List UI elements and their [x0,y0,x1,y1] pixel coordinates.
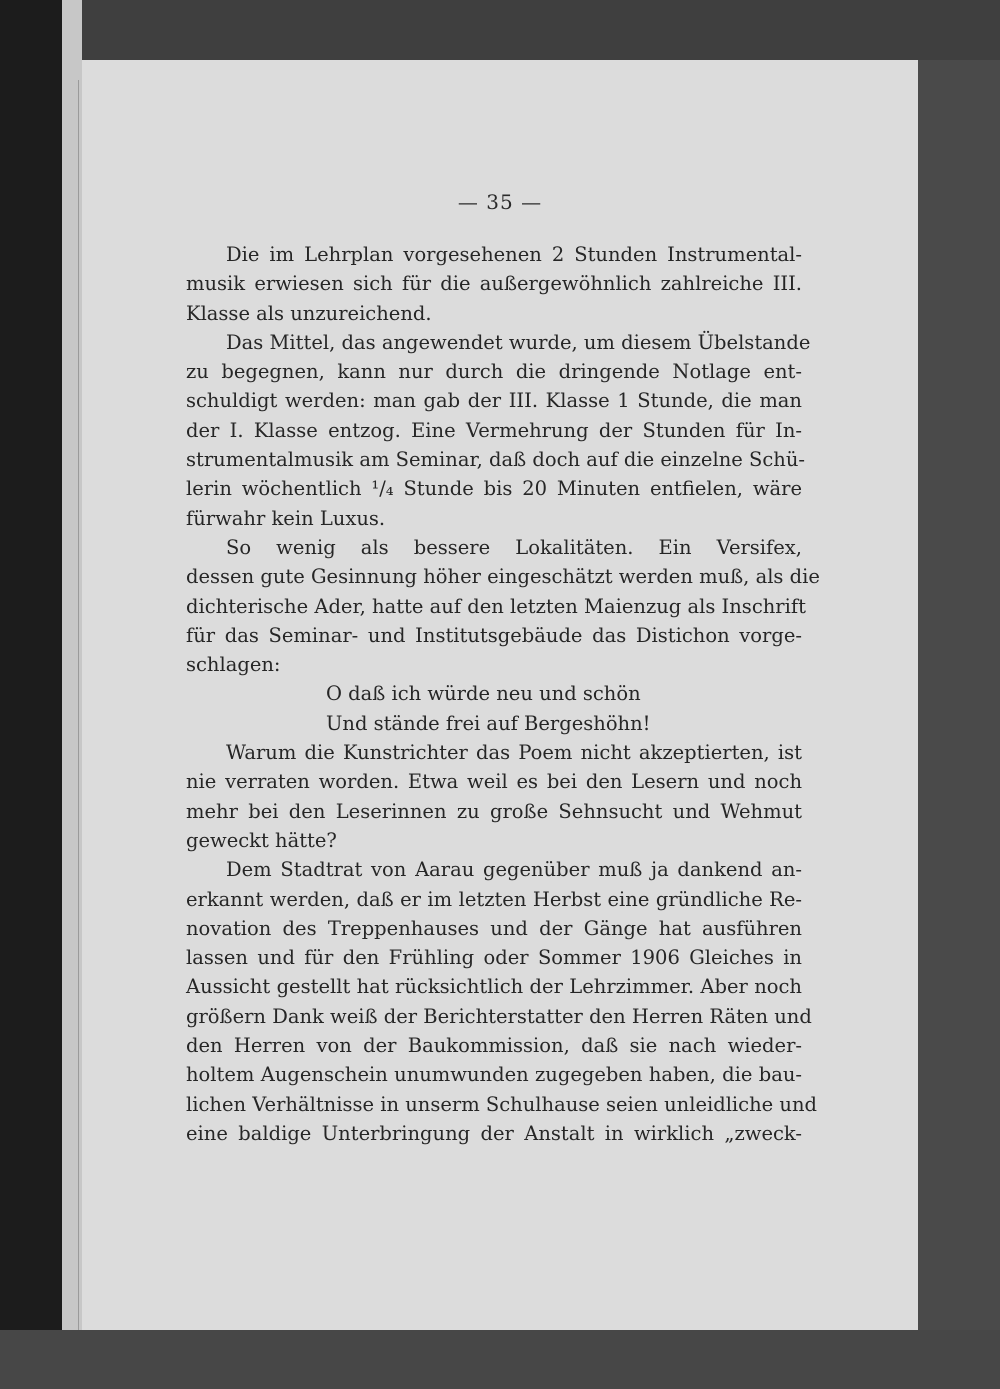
text-line: nie verraten worden. Etwa weil es bei den Lesern und noch [186,770,802,794]
text-line: novation des Treppenhauses und der Gänge hat ausführen [186,916,802,940]
text-line: schuldigt werden: man gab der III. Klasse 1 Stunde, die man [186,389,802,413]
text-line: strumentalmusik am Seminar, daß doch auf die einzelne Schü- [186,448,805,472]
spine-shadow [78,80,79,1330]
text-line: größern Dank weiß der Berichterstatter den Herren Räten und [186,1004,812,1028]
text-line: Das Mittel, das angewendet wurde, um diesem Übelstande [226,330,811,354]
scan-right-border [918,60,1000,1330]
text-line: eine baldige Unterbringung der Anstalt in wirklich „zweck- [186,1121,802,1145]
text-line: den Herren von der Baukommission, daß sie nach wieder- [186,1034,802,1058]
text-line: dichterische Ader, hatte auf den letzten Maienzug als Inschrift [186,594,806,618]
text-line: lassen und für den Frühling oder Sommer 1906 Gleiches in [186,946,802,970]
body-text [186,240,820,1148]
text-line: Klasse als unzureichend. [186,301,432,325]
text-line: Warum die Kunstrichter das Poem nicht akzeptierten, ist [226,741,802,765]
text-line: holtem Augenschein unumwunden zugegeben haben, die bau- [186,1063,802,1087]
text-line: mehr bei den Leserinnen zu große Sehnsucht und Wehmut [186,799,802,823]
text-line: schlagen: [186,653,281,677]
text-line: So wenig als bessere Lokalitäten. Ein Versifex, [226,535,802,559]
text-line: lerin wöchentlich ¹/₄ Stunde bis 20 Minuten entfielen, wäre [186,477,802,501]
text-line: O daß ich würde neu und schön [326,682,641,706]
text-line: Dem Stadtrat von Aarau gegenüber muß ja dankend an- [226,858,802,882]
text-line: der I. Klasse entzog. Eine Vermehrung der Stunden für In- [186,418,802,442]
scan-bottom-border [0,1330,1000,1389]
text-line: fürwahr kein Luxus. [186,506,386,530]
text-line: musik erwiesen sich für die außergewöhnlich zahlreiche III. [186,272,802,296]
text-line: dessen gute Gesinnung höher eingeschätzt werden muß, als die [186,565,820,589]
page-number: — 35 — [457,190,543,214]
text-line: geweckt hätte? [186,828,337,852]
text-line: Und stände frei auf Bergeshöhn! [326,711,651,735]
text-line: zu begegnen, kann nur durch die dringende Notlage ent- [186,360,802,384]
text-line: erkannt werden, daß er im letzten Herbst eine gründliche Re- [186,887,802,911]
text-line: Die im Lehrplan vorgesehenen 2 Stunden Instrumental- [226,243,802,266]
text-line: für das Seminar- und Institutsgebäude das Distichon vorge- [186,623,802,647]
text-line: lichen Verhältnisse in unserm Schulhause seien unleidliche und [186,1092,817,1116]
text-line: Aussicht gestellt hat rücksichtlich der Lehrzimmer. Aber noch [186,975,802,999]
